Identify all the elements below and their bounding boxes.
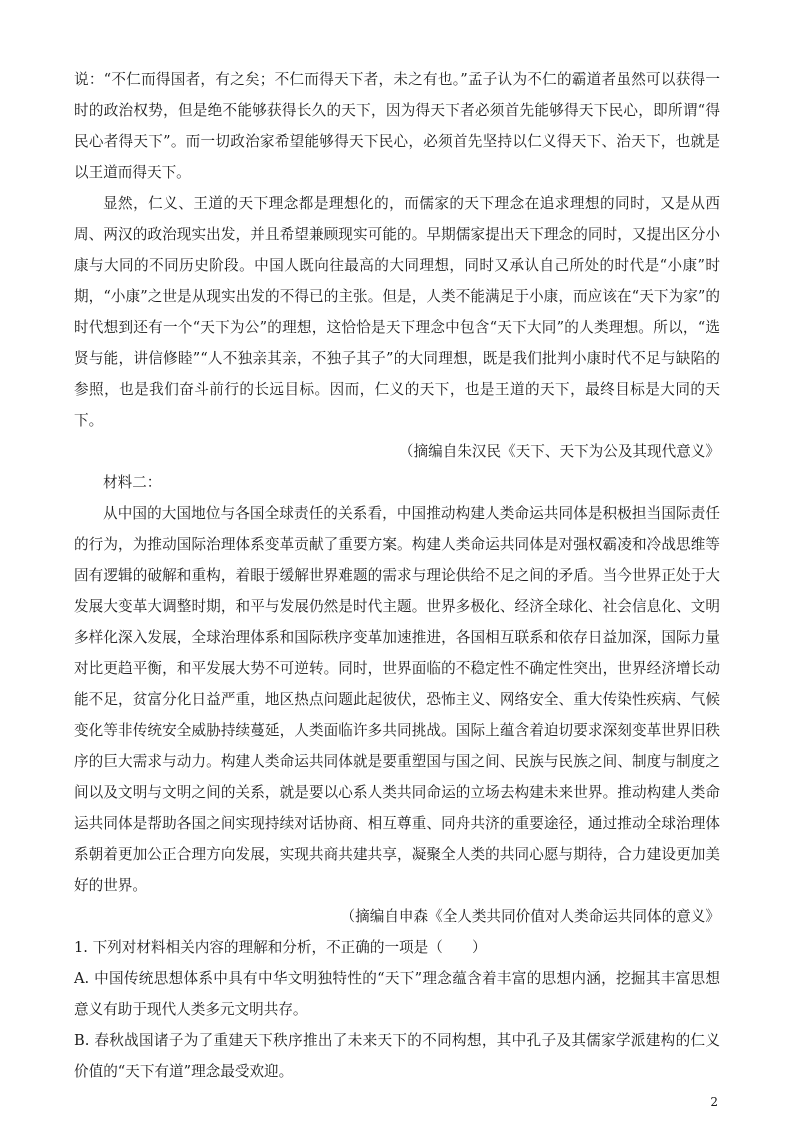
material-two-source: （摘编自申森《全人类共同价值对人类命运共同体的意义》 — [340, 908, 720, 925]
material-one-paragraph-2: 显然，仁义、王道的天下理念都是理想化的，而儒家的天下理念在追求理想的同时，又是从西周、两汉的政治现实出发，并且希望兼顾现实可能的。早期儒家提出天下理念的同时，又提出区分小康与大同的不同历史阶段。中国人既向往最高的大同理想，同时又承认自己所处的时代是“小康”时期，“小康”之世是从现实出发的不得已的主张。但是，人类不能满足于小康，而应该在“天下为家”的时代想到还有一个“天下为公”的理想，这恰恰是天下理念中包含“天下大同”的人类理想。所以，“选贤与能，讲信修睦”“人不独亲其亲，不独子其子”的大同理想，既是我们批判小康时代不足与缺陷的参照，也是我们奋斗前行的长远目标。因而，仁义的天下，也是王道的天下，最终目标是大同的天下。 — [74, 195, 720, 429]
material-two-paragraph: 从中国的大国地位与各国全球责任的关系看，中国推动构建人类命运共同体是积极担当国际责任的行为，为推动国际治理体系变革贡献了重要方案。构建人类命运共同体是对强权霸凌和冷战思维等固有逻辑的破解和重构，着眼于缓解世界难题的需求与理论供给不足之间的矛盾。当今世界正处于大发展大变革大调整时期，和平与发展仍然是时代主题。世界多极化、经济全球化、社会信息化、文明多样化深入发展，全球治理体系和国际秩序变革加速推进，各国相互联系和依存日益加深，国际力量对比更趋平衡，和平发展大势不可逆转。同时，世界面临的不稳定性不确定性突出，世界经济增长动能不足，贫富分化日益严重，地区热点问题此起彼伏，恐怖主义、网络安全、重大传染性疾病、气候变化等非传统安全威胁持续蔓延，人类面临许多共同挑战。国际上蕴含着迫切要求深刻变革世界旧秩序的巨大需求与动力。构建人类命运共同体就是要重塑国与国之间、民族与民族之间、制度与制度之间以及文明与文明之间的关系，就是要以心系人类共同命运的立场去构建未来世界。推动构建人类命运共同体是帮助各国之间实现持续对话协商、相互尊重、同舟共济的重要途径，通过推动全球治理体系朝着更加公正合理方向发展，实现共商共建共享，凝聚全人类的共同心愿与期待，合力建设更加美好的世界。 — [74, 505, 720, 894]
material-two-label: 材料二： — [103, 474, 162, 491]
option-b: B. 春秋战国诸子为了重建天下秩序推出了未来天下的不同构想，其中孔子及其儒家学派建构的仁义价值的“天下有道”理念最受欢迎。 — [74, 1032, 720, 1080]
material-one-paragraph-1: 说：“不仁而得国者，有之矣；不仁而得天下者，未之有也。”孟子认为不仁的霸道者虽然可以获得一时的政治权势，但是绝不能够获得长久的天下，因为得天下者必须首先能够得天下民心，即所谓“得民心者得天下”。而一切政治家希望能够得天下民心，必须首先坚持以仁义得天下、治天下，也就是以王道而得天下。 — [74, 71, 720, 181]
material-one-source: （摘编自朱汉民《天下、天下为公及其现代意义》 — [398, 443, 720, 460]
question-stem: 1. 下列对材料相关内容的理解和分析，不正确的一项是（ ） — [74, 939, 487, 956]
page-number: 2 — [710, 1095, 718, 1109]
option-a: A. 中国传统思想体系中具有中华文明独特性的“天下”理念蕴含着丰富的思想内涵，挖掘其丰富思想意义有助于现代人类多元文明共存。 — [74, 970, 720, 1018]
